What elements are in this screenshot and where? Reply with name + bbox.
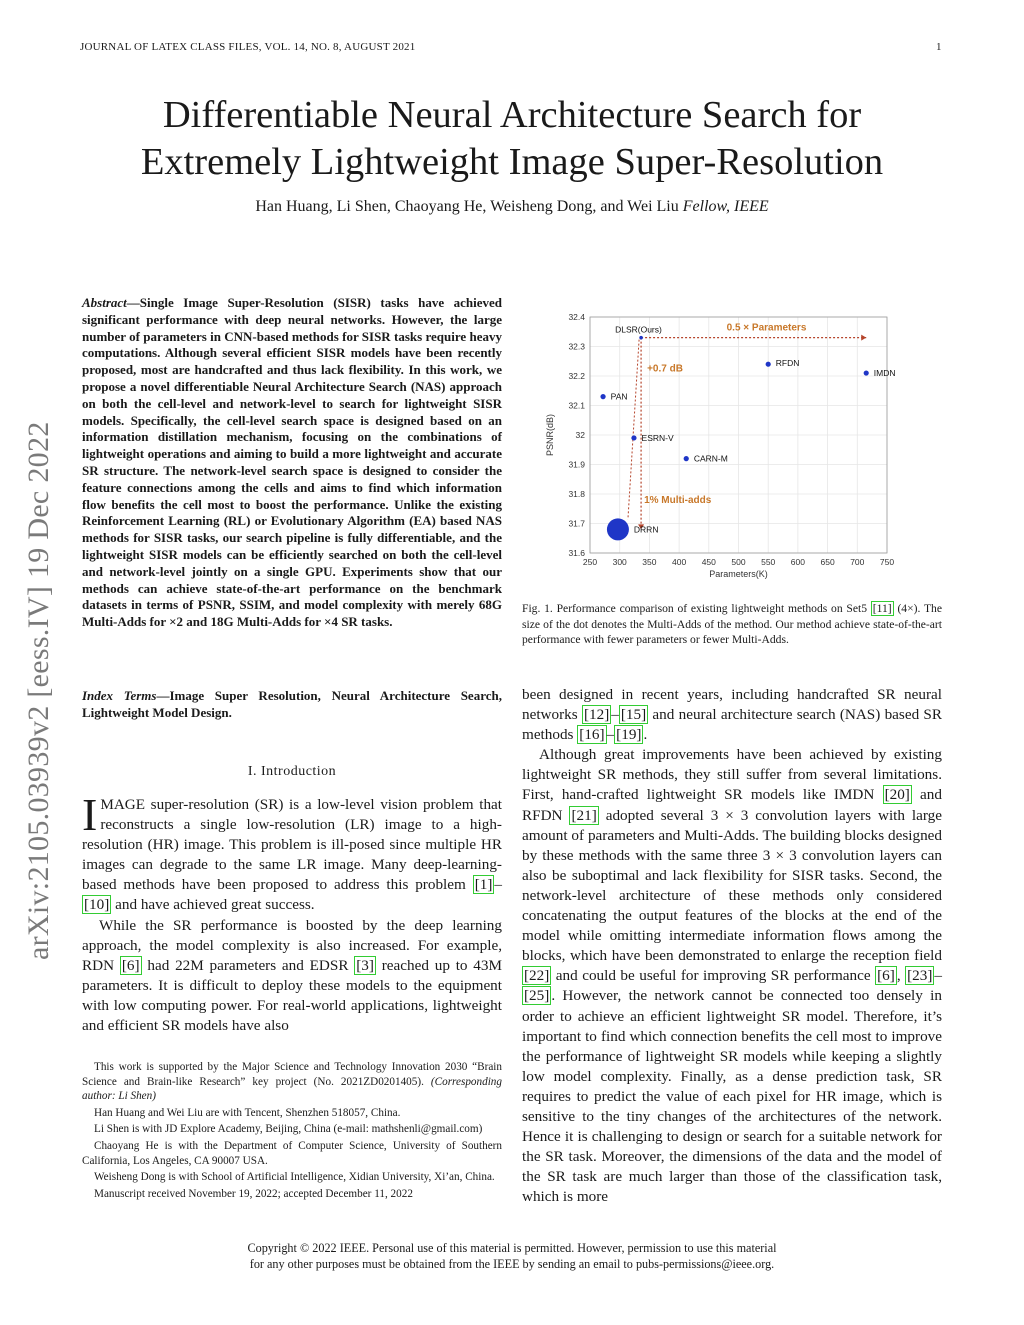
data-point <box>766 362 771 367</box>
text-run: This work is supported by the Major Science and Technology Innovation 2030 “Brain Science and Brain-like Research” key project (No. 2021ZD0201405). <box>82 1061 502 1088</box>
citation-link[interactable]: [21] <box>571 806 597 824</box>
data-point <box>600 394 605 399</box>
x-tick-label: 250 <box>582 557 598 567</box>
title-line-1: Differentiable Neural Architecture Search for <box>162 94 862 136</box>
abstract-lead: Abstract <box>82 295 127 310</box>
data-point <box>639 336 643 340</box>
x-tick-label: 350 <box>642 557 657 567</box>
citation-link[interactable]: [16] <box>579 726 605 744</box>
paragraph <box>82 916 502 1037</box>
corresponding-author: (Corresponding author: Li Shen) <box>82 1075 502 1103</box>
y-tick-label: 32.3 <box>568 341 585 352</box>
citation-link[interactable]: [20] <box>884 786 910 804</box>
drop-cap: I <box>82 789 98 840</box>
annotation-multiadds: 1% Multi-adds <box>644 494 712 506</box>
citation-link[interactable]: [23] <box>907 967 933 985</box>
point-label: IMDN <box>873 368 896 379</box>
footnote: Han Huang and Wei Liu are with Tencent, Shenzhen 518057, China. <box>94 1106 401 1119</box>
x-axis-label: Parameters(K) <box>709 569 768 579</box>
copyright-notice <box>100 1241 924 1272</box>
citation-link[interactable]: [11] <box>872 602 892 615</box>
text-run: been designed in recent years, including handcrafted SR neural networks <box>522 686 942 724</box>
text-run: and have achieved great success. <box>111 896 315 914</box>
text-run: reached up to 43M parameters. It is difficult to deploy these models to the equipment with low computing power. For real-world applications, lightweight and efficient SR models have also <box>82 956 502 1035</box>
paragraph <box>522 685 942 745</box>
x-tick-label: 700 <box>850 557 865 567</box>
citation-link[interactable]: [1] <box>474 876 493 894</box>
footnote: Li Shen is with JD Explore Academy, Beijing, China (e-mail: mathshenli@gmail.com) <box>94 1123 483 1136</box>
x-tick-label: 750 <box>879 557 895 567</box>
page-number: 1 <box>936 41 942 53</box>
text-run: – <box>494 876 502 894</box>
text-run: Although great improvements have been achieved by existing lightweight SR methods, they still suffer from several limitations. First, hand-crafted lightweight SR models like IMDN <box>522 746 942 804</box>
citation-link[interactable]: [12] <box>583 706 610 724</box>
citation-link[interactable]: [6] <box>121 956 140 974</box>
paragraph <box>522 745 942 1207</box>
data-point <box>864 370 869 375</box>
author-affix: Fellow, IEEE <box>682 198 769 215</box>
citation-link[interactable]: [10] <box>84 896 110 914</box>
y-tick-label: 32.4 <box>568 312 585 322</box>
index-terms-lead: Index Terms <box>82 688 157 703</box>
running-head: JOURNAL OF LATEX CLASS FILES, VOL. 14, NO. 8, AUGUST 2021 <box>80 41 416 53</box>
point-label: ESRN-V <box>641 432 674 443</box>
chart-annotations <box>628 322 866 529</box>
text-run: . However, the network cannot be connected too densely in order to achieve an efficient lightweight SR model. Therefore, it’s important to find which connection benefits the cell most to improve the performance of lightweight SR models while keeping a slightly low model complexity. Finally, as a dense prediction task, SR requires to predict the value of each pixel for HR image, which is sensitive to the tiny changes of the architectures of the network. Hence it is challenging to design or search for a suitable network for the SR task. Moreover, the dimensions of the data and the model of the SR task are much larger than those of the classification task, which is more <box>522 987 942 1206</box>
figure-caption <box>522 601 942 648</box>
annotation-psnr: +0.7 dB <box>647 363 683 375</box>
text-run: – <box>606 726 615 744</box>
y-tick-label: 31.8 <box>568 489 585 499</box>
y-tick-label: 31.9 <box>568 459 585 470</box>
footnote: Manuscript received November 19, 2022; accepted December 11, 2022 <box>94 1187 413 1200</box>
abstract-text: —Single Image Super-Resolution (SISR) tasks have achieved significant performance with deep neural networks. However, the large number of parameters in CNN-based methods for SISR tasks require heavy computations. Although several efficient SISR models have been recently proposed, most are handcrafted and thus lack flexibility. In this work, we propose a novel differentiable Neural Architecture Search (NAS) approach on both the cell-level and network-level to search for lightweight SISR models. Specifically, the cell-level search space is designed based on an information distillation mechanism, focusing on the combinations of lightweight operations and aiming to build a more lightweight and accurate SR structure. The network-level search space is designed to consider the feature connections among the cells and aims to find which information flow benefits the cell most to boost the performance. Unlike the existing Reinforcement Learning (RL) or Evolutionary Algorithm (EA) based NAS methods for SISR tasks, our search pipeline is fully differentiable, and the lightweight SISR models can be efficiently searched on both the cell-level and network-level jointly on a single GPU. Experiments show that our methods can achieve state-of-the-art performance on the benchmark datasets in terms of PSNR, SSIM, and model complexity with merely 68G Multi-Adds for ×2 and 18G Multi-Adds for ×4 SR tasks. <box>82 295 502 630</box>
x-tick-label: 500 <box>731 557 746 567</box>
y-tick-label: 32.2 <box>568 371 585 381</box>
x-tick-label: 400 <box>672 557 687 567</box>
copyright-line-2: for any other purposes must be obtained from the IEEE by sending an email to pubs-permissions@ieee.org. <box>249 1256 775 1271</box>
figure-1-chart <box>530 305 910 585</box>
text-run: While the SR performance is boosted by the deep learning approach, the model complexity is also increased. For example, RDN <box>82 916 502 974</box>
text-run: and neural architecture search (NAS) based SR methods <box>522 706 942 744</box>
arxiv-stamp[interactable]: arXiv:2105.03939v2 [eess.IV] 19 Dec 2022 <box>22 421 55 960</box>
section-heading: I. Introduction <box>247 764 337 779</box>
y-tick-label: 32 <box>575 430 585 440</box>
data-point <box>607 518 629 540</box>
point-label: CARN-M <box>693 453 728 464</box>
data-point <box>684 456 689 461</box>
authors: Han Huang, Li Shen, Chaoyang He, Weisheng Dong, and Wei Liu <box>255 198 679 215</box>
text-run: Fig. 1. Performance comparison of existing lightweight methods on Set5 <box>522 602 871 615</box>
footnotes <box>82 1060 502 1203</box>
text-run: MAGE super-resolution (SR) is a low-level vision problem that reconstructs a single low-resolution (LR) image to a high-resolution (HR) image. This problem is ill-posed since multiple HR images can degrade to the same LR image. Many deep-learning-based methods have been proposed to address this problem <box>82 796 502 894</box>
copyright-line-1: Copyright © 2022 IEEE. Personal use of this material is permitted. However, permission to use this material <box>247 1241 777 1255</box>
chart-points <box>600 325 895 541</box>
citation-link[interactable]: [22] <box>524 967 550 985</box>
text-run: and RFDN <box>522 786 942 824</box>
y-axis-label: PSNR(dB) <box>545 413 555 457</box>
point-label: RFDN <box>775 358 800 369</box>
text-run: – <box>611 706 619 724</box>
x-tick-label: 650 <box>820 557 835 567</box>
chart-grid <box>590 317 887 553</box>
text-run: (4×). The size of the dot denotes the Multi-Adds of the method. Our method achieve state-of-the-art performance with fewer parameters or fewer Multi-Adds. <box>522 602 942 646</box>
data-point <box>631 435 636 440</box>
text-run: . <box>643 726 648 744</box>
citation-link[interactable]: [19] <box>616 726 642 744</box>
point-label: PAN <box>610 391 628 402</box>
arrow-head <box>861 335 866 341</box>
paragraph <box>82 789 502 916</box>
title-line-2: Extremely Lightweight Image Super-Resolution <box>140 141 884 183</box>
right-column-text <box>522 685 942 1207</box>
point-label: DRRN <box>633 524 659 535</box>
index-terms-text: —Image Super Resolution, Neural Architecture Search, Lightweight Model Design. <box>82 688 502 720</box>
index-terms <box>82 688 502 722</box>
point-label: DLSR(Ours) <box>615 324 662 335</box>
y-tick-label: 31.6 <box>568 548 585 558</box>
citation-link[interactable]: [25] <box>524 987 550 1005</box>
text-run: adopted several 3 × 3 convolution layers with large amount of parameters and Multi-Adds. The building blocks designed by these methods with the same three 3 × 3 convolution layers can also be suboptimal and lack flexibility for SISR tasks. Second, the network-level architecture of these methods only considered concatenating the output features of the blocks at the end of the model while omitting intermediate information flows among the blocks, which have been demonstrated to enlarge the reception field <box>522 806 943 965</box>
author-list <box>60 198 964 216</box>
x-tick-label: 550 <box>761 557 776 567</box>
citation-link[interactable]: [6] <box>877 967 895 985</box>
x-tick-label: 450 <box>701 557 716 567</box>
intro-text <box>82 789 502 1036</box>
paper-title <box>60 92 964 186</box>
citation-link[interactable]: [15] <box>620 706 647 724</box>
multiadds-arrow <box>628 340 639 520</box>
y-tick-label: 31.7 <box>568 518 585 529</box>
text-run: , <box>896 967 906 985</box>
citation-link[interactable]: [3] <box>356 956 374 974</box>
abstract <box>82 295 502 631</box>
footnote: Weisheng Dong is with School of Artificial Intelligence, Xidian University, Xi’an, China. <box>94 1171 495 1184</box>
x-tick-label: 600 <box>790 557 805 567</box>
footnote: Chaoyang He is with the Department of Computer Science, University of Southern California, Los Angeles, CA 90007 USA. <box>82 1139 502 1167</box>
x-tick-label: 300 <box>612 557 627 567</box>
text-run: and could be useful for improving SR performance <box>551 967 876 985</box>
y-tick-label: 32.1 <box>568 400 585 411</box>
annotation-parameters: 0.5 × Parameters <box>726 322 807 334</box>
text-run: – <box>934 967 942 985</box>
footnote <box>82 1060 502 1104</box>
text-run: had 22M parameters and EDSR <box>141 956 355 974</box>
